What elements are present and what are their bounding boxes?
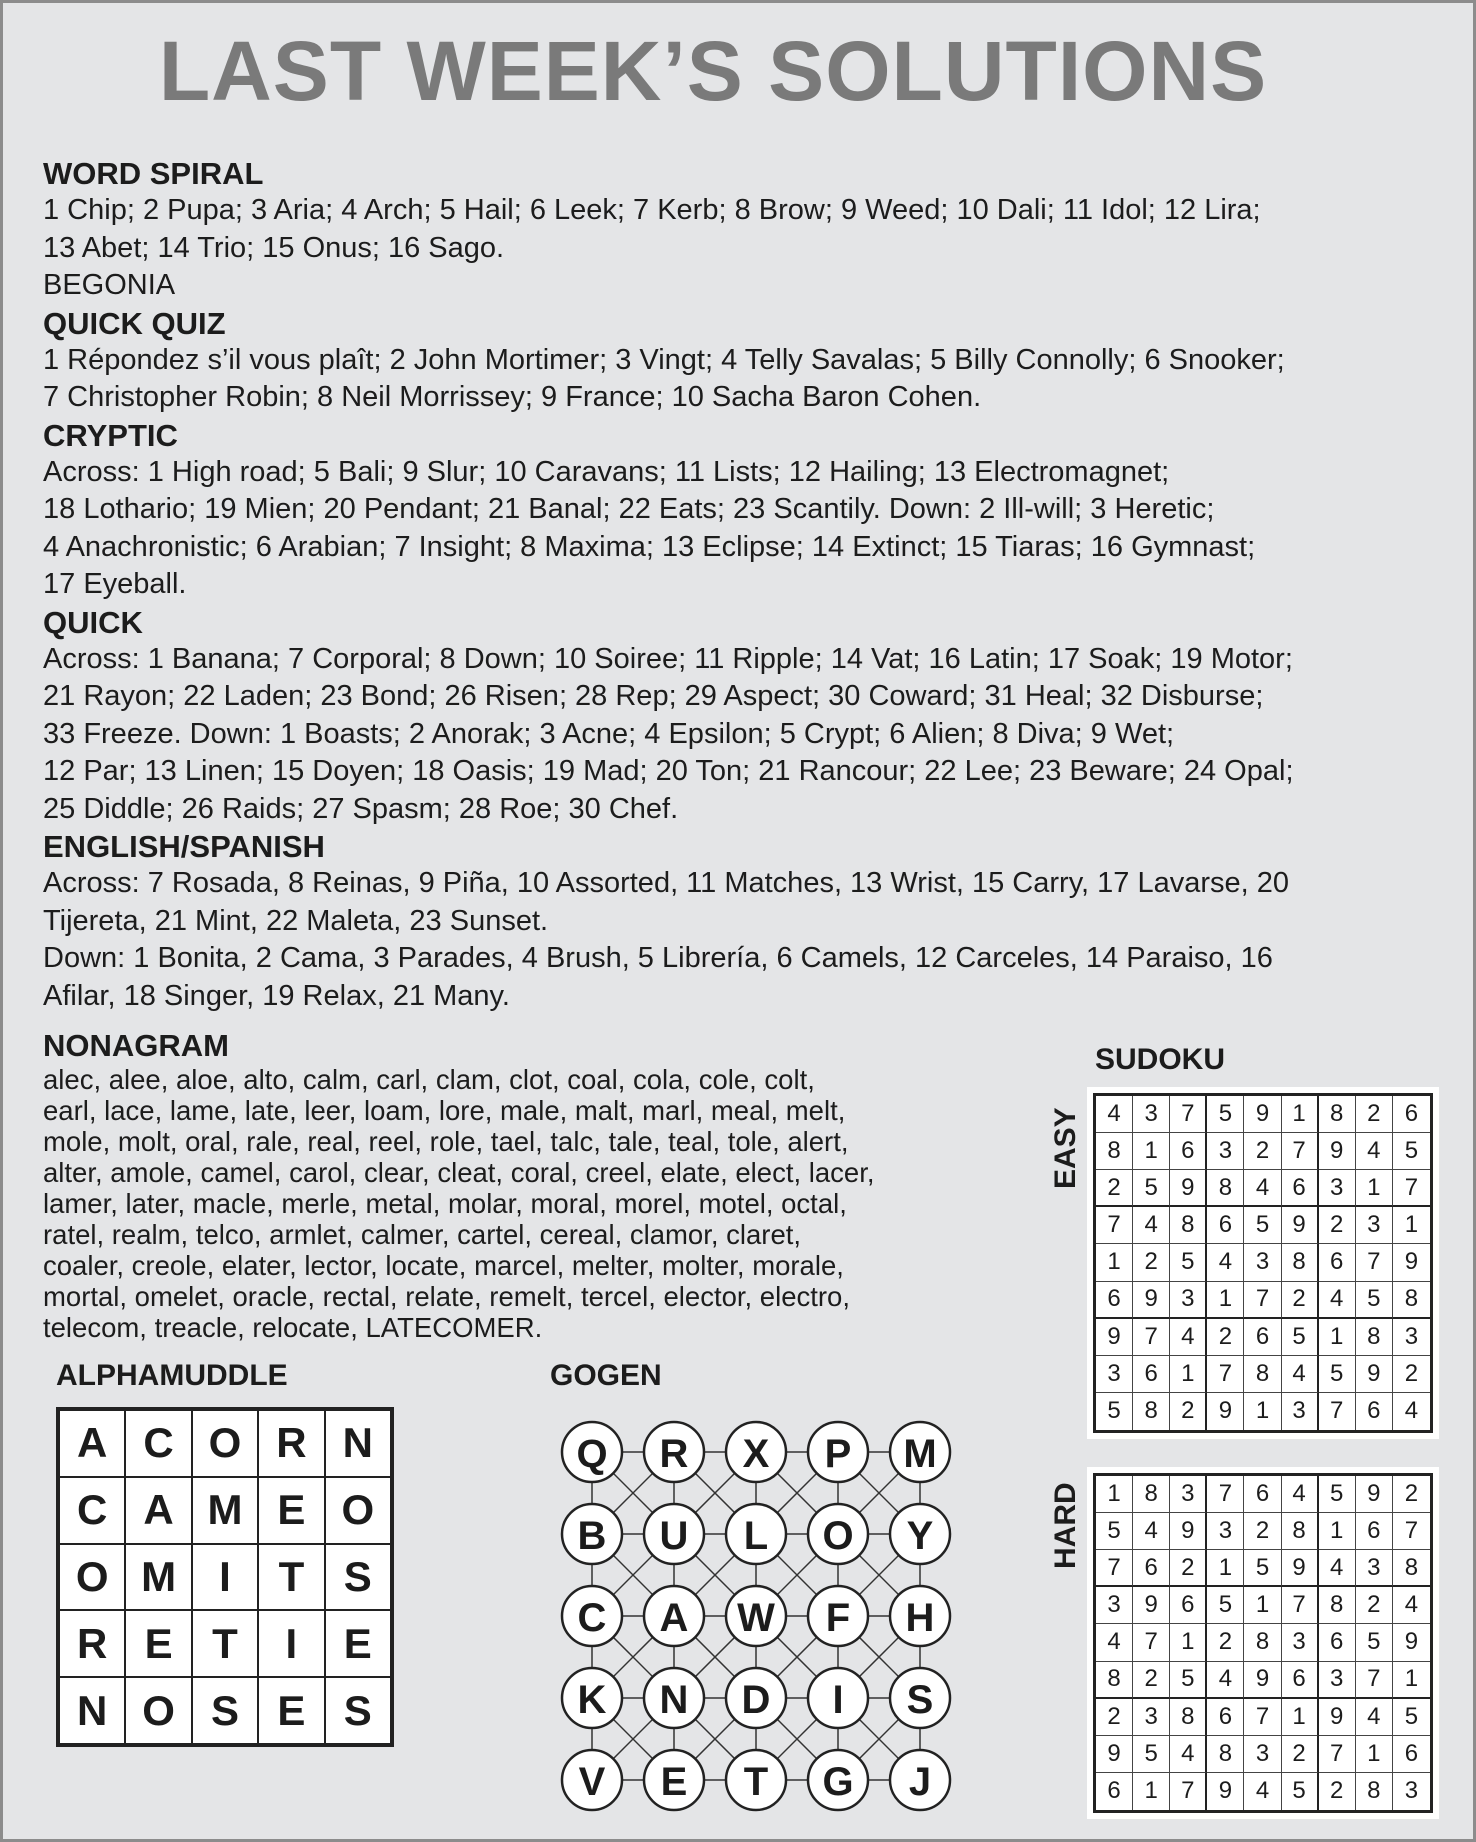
sudoku-cell: 1 [1170,1624,1207,1661]
nonagram-line: alec, alee, aloe, alto, calm, carl, clam, clot, coal, cola, cole, colt, [43,1064,815,1095]
alphamuddle-cell: T [258,1544,324,1611]
sudoku-cell: 2 [1133,1244,1170,1281]
sudoku-cell: 9 [1356,1476,1393,1513]
sudoku-cell: 7 [1356,1662,1393,1699]
solutions-text [43,155,1453,1015]
gogen-letter: H [905,1596,935,1640]
sudoku-cell: 5 [1207,1096,1244,1133]
sudoku-cell: 4 [1393,1587,1430,1624]
gogen-letter: A [659,1596,689,1640]
sudoku-cell: 4 [1319,1282,1356,1319]
sudoku-cell: 6 [1244,1319,1281,1356]
sudoku-cell: 4 [1133,1513,1170,1550]
sudoku-cell: 7 [1282,1133,1319,1170]
sudoku-cell: 1 [1244,1587,1281,1624]
sudoku-cell: 5 [1282,1773,1319,1810]
page-title: LAST WEEK’S SOLUTIONS [158,24,1268,118]
alphamuddle-cell: T [192,1610,258,1677]
sudoku-cell: 4 [1282,1356,1319,1393]
alphamuddle-cell: C [125,1410,191,1477]
section-line: 18 Lothario; 19 Mien; 20 Pendant; 21 Banal; 22 Eats; 23 Scantily. Down: 2 Ill-will; 3 Heretic; [43,493,1215,525]
sudoku-cell: 7 [1207,1356,1244,1393]
sudoku-cell: 6 [1133,1356,1170,1393]
sudoku-cell: 1 [1319,1513,1356,1550]
alphamuddle-cell: N [325,1410,391,1477]
section-line: 13 Abet; 14 Trio; 15 Onus; 16 Sago. [43,231,505,264]
sudoku-cell: 9 [1244,1662,1281,1699]
sudoku-cell: 7 [1244,1282,1281,1319]
section-heading: QUICK [43,604,143,640]
section-line: BEGONIA [43,269,176,301]
section-line: Across: 7 Rosada, 8 Reinas, 9 Piña, 10 Assorted, 11 Matches, 13 Wrist, 15 Carry, 17 Lavarse, 20 [43,867,1290,899]
section-line: 25 Diddle; 26 Raids; 27 Spasm; 28 Roe; 30 Chef. [43,792,679,825]
nonagram-line: coaler, creole, elater, lector, locate, marcel, melter, molter, morale, [43,1250,844,1281]
sudoku-cell: 7 [1170,1096,1207,1133]
sudoku-cell: 2 [1319,1207,1356,1244]
sudoku-cell: 5 [1170,1662,1207,1699]
alphamuddle-cell: E [325,1610,391,1677]
sudoku-cell: 6 [1096,1773,1133,1810]
alphamuddle-cell: S [325,1677,391,1744]
section-heading: QUICK QUIZ [43,305,226,341]
sudoku-cell: 1 [1096,1476,1133,1513]
sudoku-cell: 9 [1393,1244,1430,1281]
sudoku-cell: 9 [1282,1550,1319,1587]
sudoku-cell: 8 [1133,1476,1170,1513]
gogen-letter: L [743,1514,769,1558]
sudoku-cell: 1 [1133,1133,1170,1170]
sudoku-cell: 4 [1356,1699,1393,1736]
sudoku-cell: 3 [1393,1319,1430,1356]
sudoku-cell: 8 [1393,1550,1430,1587]
sudoku-cell: 6 [1356,1393,1393,1430]
sudoku-cell: 7 [1282,1587,1319,1624]
sudoku-cell: 3 [1404,1777,1419,1805]
sudoku-cell: 3 [1170,1282,1207,1319]
gogen-letter: N [659,1678,689,1722]
sudoku-cell: 9 [1096,1736,1133,1773]
sudoku-cell: 6 [1393,1736,1430,1773]
sudoku-cell: 9 [1133,1282,1170,1319]
sudoku-cell: 1 [1244,1393,1281,1430]
alphamuddle-cell: E [258,1477,324,1544]
sudoku-cell: 5 [1096,1393,1133,1430]
sudoku-cell: 4 [1244,1170,1281,1207]
sudoku-cell: 3 [1282,1393,1319,1430]
sudoku-cell: 8 [1356,1319,1393,1356]
sudoku-cell: 8 [1096,1133,1133,1170]
gogen-letter: Y [906,1514,934,1558]
alphamuddle-cell: M [125,1544,191,1611]
sudoku-cell: 6 [1319,1624,1356,1661]
alphamuddle-cell: A [59,1410,125,1477]
sudoku-cell: 9 [1356,1356,1393,1393]
nonagram-line: earl, lace, lame, late, leer, loam, lore, male, malt, marl, meal, melt, [43,1095,846,1126]
alphamuddle-cell: S [192,1677,258,1744]
nonagram-line: lamer, later, macle, merle, metal, molar, moral, morel, motel, octal, [43,1188,847,1219]
sudoku-cell: 7 [1319,1393,1356,1430]
sudoku-cell: 7 [1133,1319,1170,1356]
sudoku-cell: 2 [1133,1662,1170,1699]
nonagram-line: mole, molt, oral, rale, real, reel, role, tael, talc, tale, teal, tole, alert, [43,1126,849,1157]
sudoku-cell: 6 [1356,1513,1393,1550]
sudoku-cell: 9 [1207,1773,1244,1810]
sudoku-cell: 1 [1356,1170,1393,1207]
sudoku-cell: 9 [1282,1207,1319,1244]
sudoku-cell: 1 [1207,1282,1244,1319]
gogen-letter: J [908,1760,932,1804]
alphamuddle-cell: M [192,1477,258,1544]
sudoku-cell: 4 [1356,1133,1393,1170]
sudoku-cell: 3 [1356,1550,1393,1587]
sudoku-cell: 4 [1207,1662,1244,1699]
sudoku-cell: 7 [1244,1699,1281,1736]
section-line: Across: 1 High road; 5 Bali; 9 Slur; 10 Caravans; 11 Lists; 12 Hailing; 13 Electromagnet; [43,455,1170,488]
sudoku-cell: 2 [1356,1096,1393,1133]
sudoku-cell: 8 [1319,1096,1356,1133]
sudoku-cell: 1 [1096,1244,1133,1281]
alphamuddle-cell: A [125,1477,191,1544]
sudoku-cell: 2 [1207,1624,1244,1661]
sudoku-cell: 1 [1207,1550,1244,1587]
alphamuddle-cell: N [59,1677,125,1744]
gogen-letter: V [578,1760,606,1804]
sudoku-cell: 2 [1356,1587,1393,1624]
sudoku-cell: 7 [1207,1476,1244,1513]
sudoku-cell: 5 [1133,1170,1170,1207]
section-line: 12 Par; 13 Linen; 15 Doyen; 18 Oasis; 19 Mad; 20 Ton; 21 Rancour; 22 Lee; 23 Beware; 24 Opal; [43,755,1294,787]
sudoku-cell: 3 [1207,1133,1244,1170]
sudoku-cell: 5 [1356,1624,1393,1661]
sudoku-cell: 5 [1096,1513,1133,1550]
sudoku-cell: 1 [1393,1662,1430,1699]
sudoku-cell: 3 [1133,1699,1170,1736]
sudoku-cell: 7 [1133,1624,1170,1661]
sudoku-cell: 2 [1393,1356,1430,1393]
gogen-letter: P [824,1432,852,1476]
section-line: 1 Répondez s’il vous plaît; 2 John Mortimer; 3 Vingt; 4 Telly Savalas; 5 Billy Connolly; 6 Snooker; [43,343,1285,376]
sudoku-cell: 9 [1207,1393,1244,1430]
sudoku-cell: 8 [1244,1356,1281,1393]
nonagram-heading: NONAGRAM [43,1028,229,1063]
nonagram-line: alter, amole, camel, carol, clear, cleat, coral, creel, elate, elect, lacer, [43,1157,875,1188]
alphamuddle-cell: S [325,1544,391,1611]
sudoku-cell: 7 [1356,1244,1393,1281]
gogen-letter: K [577,1678,607,1722]
sudoku-cell: 5 [1244,1550,1281,1587]
alphamuddle-cell: R [258,1410,324,1477]
section-line: 17 Eyeball. [43,568,187,600]
sudoku-cell: 8 [1319,1587,1356,1624]
sudoku-cell: 7 [1096,1207,1133,1244]
sudoku-cell: 3 [1207,1513,1244,1550]
sudoku-cell: 4 [1170,1319,1207,1356]
sudoku-cell: 6 [1096,1282,1133,1319]
sudoku-cell: 1 [1170,1356,1207,1393]
sudoku-cell: 1 [1133,1773,1170,1810]
sudoku-cell: 6 [1393,1096,1430,1133]
sudoku-cell: 3 [1096,1356,1133,1393]
sudoku-cell: 6 [1244,1476,1281,1513]
sudoku-easy-grid [1093,1093,1433,1433]
sudoku-cell: 3 [1096,1587,1133,1624]
nonagram-line: mortal, omelet, oracle, rectal, relate, remelt, tercel, elector, electro, [43,1281,850,1312]
sudoku-cell: 3 [1319,1170,1356,1207]
section-line: 1 Chip; 2 Pupa; 3 Aria; 4 Arch; 5 Hail; 6 Leek; 7 Kerb; 8 Brow; 9 Weed; 10 Dali; 11 Idol; 12 Lira; [43,194,1261,226]
alphamuddle-cell: R [59,1610,125,1677]
nonagram-line: ratel, realm, telco, armlet, calmer, cartel, cereal, clamor, claret, [43,1219,802,1250]
sudoku-cell: 2 [1170,1550,1207,1587]
sudoku-cell: 6 [1282,1662,1319,1699]
sudoku-cell: 9 [1319,1699,1356,1736]
sudoku-cell: 8 [1282,1244,1319,1281]
sudoku-cell: 4 [1096,1096,1133,1133]
alphamuddle-cell: O [325,1477,391,1544]
gogen-letter: C [577,1596,607,1640]
sudoku-cell: 5 [1319,1476,1356,1513]
sudoku-cell: 8 [1356,1773,1393,1810]
sudoku-cell: 1 [1356,1736,1393,1773]
sudoku-cell: 3 [1282,1624,1319,1661]
sudoku-cell: 2 [1207,1319,1244,1356]
sudoku-cell: 9 [1244,1096,1281,1133]
sudoku-cell: 2 [1282,1736,1319,1773]
sudoku-cell: 5 [1319,1356,1356,1393]
sudoku-cell: 4 [1207,1244,1244,1281]
sudoku-cell: 2 [1393,1476,1430,1513]
sudoku-cell: 5 [1244,1207,1281,1244]
sudoku-cell: 8 [1207,1736,1244,1773]
sudoku-cell: 9 [1170,1513,1207,1550]
sudoku-cell: 4 [1319,1550,1356,1587]
gogen-heading: GOGEN [550,1359,662,1392]
sudoku-cell: 9 [1319,1133,1356,1170]
sudoku-hard-grid [1093,1473,1433,1813]
sudoku-cell: 7 [1319,1736,1356,1773]
sudoku-cell: 3 [1356,1207,1393,1244]
sudoku-cell: 4 [1244,1773,1281,1810]
section-line: Across: 1 Banana; 7 Corporal; 8 Down; 10 Soiree; 11 Ripple; 14 Vat; 16 Latin; 17 Soak; 19 Motor; [43,642,1293,675]
sudoku-cell: 2 [1170,1393,1207,1430]
alphamuddle-cell: I [258,1610,324,1677]
section-line: 21 Rayon; 22 Laden; 23 Bond; 26 Risen; 28 Rep; 29 Aspect; 30 Coward; 31 Heal; 32 Disburse; [43,680,1264,712]
section-heading: CRYPTIC [43,417,178,453]
gogen-letter: U [659,1514,689,1558]
sudoku-cell: 4 [1282,1476,1319,1513]
alphamuddle-grid [56,1407,394,1747]
sudoku-cell: 4 [1170,1736,1207,1773]
gogen-letter: M [903,1432,937,1476]
sudoku-cell: 9 [1096,1319,1133,1356]
gogen-letter: Q [576,1432,608,1476]
sudoku-cell: 8 [1393,1282,1430,1319]
sudoku-cell: 4 [1404,1397,1419,1425]
sudoku-cell: 3 [1244,1244,1281,1281]
sudoku-cell: 8 [1170,1207,1207,1244]
sudoku-cell: 3 [1170,1476,1207,1513]
sudoku-cell: 3 [1319,1662,1356,1699]
sudoku-cell: 6 [1282,1170,1319,1207]
sudoku-cell: 9 [1133,1587,1170,1624]
sudoku-cell: 1 [1282,1096,1319,1133]
sudoku-cell: 3 [1133,1096,1170,1133]
sudoku-cell: 1 [1282,1699,1319,1736]
sudoku-cell: 2 [1282,1282,1319,1319]
alphamuddle-cell: E [125,1610,191,1677]
gogen-letter: R [659,1432,689,1476]
sudoku-cell: 6 [1207,1699,1244,1736]
sudoku-cell: 7 [1393,1170,1430,1207]
sudoku-cell: 8 [1170,1699,1207,1736]
section-line: 4 Anachronistic; 6 Arabian; 7 Insight; 8 Maxima; 13 Eclipse; 14 Extinct; 15 Tiaras; 16 Gymnast; [43,530,1256,563]
sudoku-cell: 6 [1133,1550,1170,1587]
sudoku-hard [1087,1467,1439,1819]
section-heading: WORD SPIRAL [43,156,264,191]
alphamuddle-cell: I [192,1544,258,1611]
section-heading: ENGLISH/SPANISH [43,829,325,864]
section-line: 7 Christopher Robin; 8 Neil Morrissey; 9 France; 10 Sacha Baron Cohen. [43,381,982,413]
section-line: Afilar, 18 Singer, 19 Relax, 21 Many. [43,979,510,1012]
nonagram-words [43,1064,1003,1343]
sudoku-cell: 7 [1170,1773,1207,1810]
sudoku-cell: 5 [1170,1244,1207,1281]
sudoku-cell: 2 [1244,1513,1281,1550]
alphamuddle-cell: E [258,1677,324,1744]
alphamuddle-cell: C [59,1477,125,1544]
sudoku-cell: 7 [1096,1550,1133,1587]
nonagram-section [43,1027,1003,1343]
sudoku-cell: 8 [1282,1513,1319,1550]
gogen-letter: F [825,1596,851,1640]
section-line: Tijereta, 21 Mint, 22 Maleta, 23 Sunset. [43,904,549,937]
sudoku-easy-label: EASY [1049,1107,1082,1189]
sudoku-cell: 6 [1170,1587,1207,1624]
sudoku-cell: 5 [1282,1319,1319,1356]
sudoku-cell: 2 [1096,1170,1133,1207]
sudoku-cell: 1 [1393,1207,1430,1244]
sudoku-hard-label: HARD [1049,1482,1082,1569]
sudoku-cell: 9 [1393,1624,1430,1661]
alphamuddle-cell: O [59,1544,125,1611]
sudoku-cell: 6 [1170,1133,1207,1170]
sudoku-heading: SUDOKU [1095,1043,1226,1076]
alphamuddle-cell: O [125,1677,191,1744]
sudoku-cell: 1 [1319,1319,1356,1356]
alphamuddle-cell: O [192,1410,258,1477]
sudoku-cell: 5 [1393,1699,1430,1736]
gogen-letter: W [737,1596,775,1640]
sudoku-cell: 2 [1319,1773,1356,1810]
section-line: Down: 1 Bonita, 2 Cama, 3 Parades, 4 Brush, 5 Librería, 6 Camels, 12 Carceles, 14 Paraiso, 16 [43,942,1273,974]
sudoku-easy [1087,1087,1439,1439]
gogen-letter: O [822,1514,854,1558]
sudoku-cell: 4 [1133,1207,1170,1244]
alphamuddle-heading: ALPHAMUDDLE [56,1359,288,1392]
gogen-letter: I [832,1678,844,1722]
gogen-letter: T [743,1760,769,1804]
gogen-letter: G [822,1760,854,1804]
sudoku-cell: 8 [1096,1662,1133,1699]
sudoku-cell: 8 [1133,1393,1170,1430]
gogen-letter: E [660,1760,688,1804]
sudoku-cell: 5 [1393,1133,1430,1170]
sudoku-cell: 2 [1096,1699,1133,1736]
sudoku-cell: 3 [1244,1736,1281,1773]
gogen-grid [543,1403,963,1823]
sudoku-cell: 5 [1356,1282,1393,1319]
nonagram-line: telecom, treacle, relocate, LATECOMER. [43,1312,543,1343]
gogen-letter: B [577,1514,607,1558]
sudoku-cell: 6 [1207,1207,1244,1244]
sudoku-cell: 5 [1207,1587,1244,1624]
sudoku-cell: 8 [1207,1170,1244,1207]
sudoku-cell: 6 [1319,1244,1356,1281]
sudoku-cell: 8 [1244,1624,1281,1661]
sudoku-cell: 4 [1096,1624,1133,1661]
gogen-letter: S [906,1678,934,1722]
gogen-letter: D [741,1678,771,1722]
section-line: 33 Freeze. Down: 1 Boasts; 2 Anorak; 3 Acne; 4 Epsilon; 5 Crypt; 6 Alien; 8 Diva; 9 Wet; [43,717,1175,750]
sudoku-cell: 9 [1170,1170,1207,1207]
sudoku-cell: 5 [1133,1736,1170,1773]
sudoku-cell: 7 [1393,1513,1430,1550]
gogen-letter: X [742,1432,770,1476]
sudoku-cell: 2 [1244,1133,1281,1170]
